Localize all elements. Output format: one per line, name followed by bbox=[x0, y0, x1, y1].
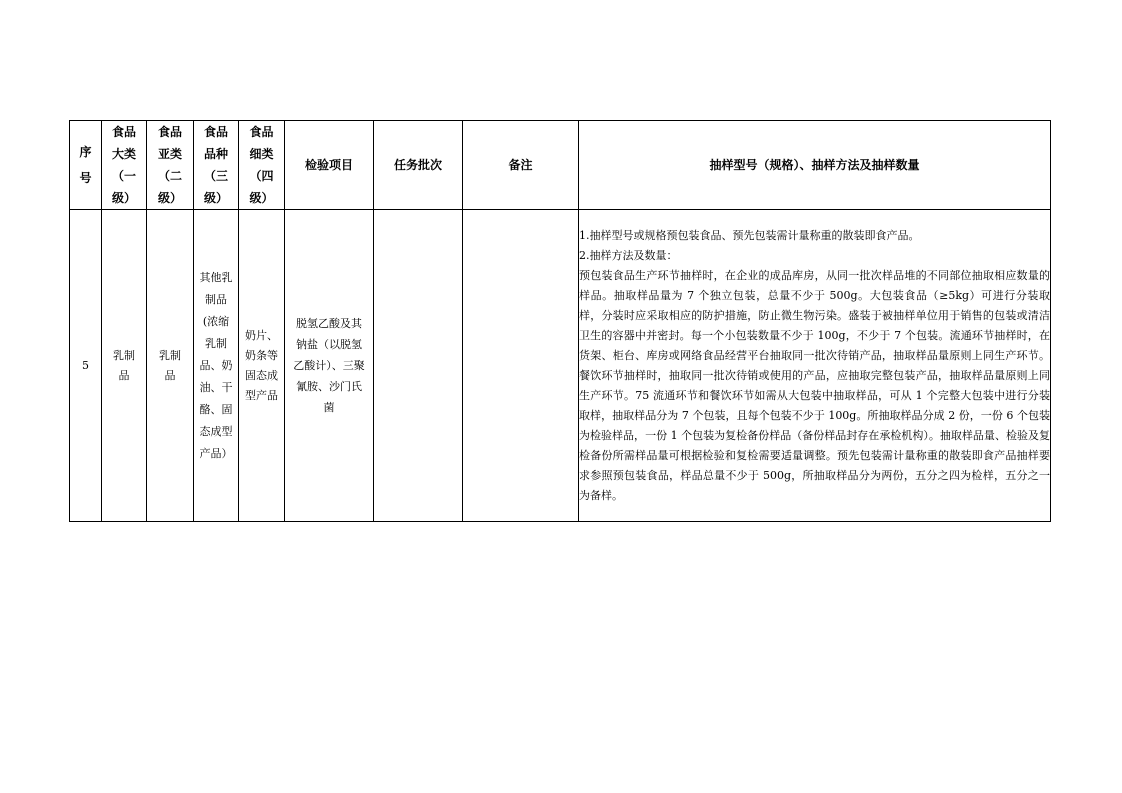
cell-test-items: 脱氢乙酸及其钠盐（以脱氢乙酸计）、三聚氰胺、沙门氏菌 bbox=[285, 210, 374, 522]
header-sub-category: 食品亚类（二级） bbox=[147, 121, 194, 210]
header-test-items: 检验项目 bbox=[285, 121, 374, 210]
header-task-batch: 任务批次 bbox=[374, 121, 463, 210]
header-variety: 食品品种（三级） bbox=[194, 121, 239, 210]
method-line-2: 2.抽样方法及数量： bbox=[579, 248, 678, 262]
cell-remark bbox=[463, 210, 579, 522]
header-sampling-method: 抽样型号（规格）、抽样方法及抽样数量 bbox=[579, 121, 1051, 210]
cell-sampling-method bbox=[579, 210, 1051, 522]
cell-variety: 其他乳制品(浓缩乳制品、奶油、干酪、固态成型产品） bbox=[194, 210, 239, 522]
cell-task-batch bbox=[374, 210, 463, 522]
cell-detail-category: 奶片、奶条等固态成型产品 bbox=[239, 210, 285, 522]
method-paragraph: 预包装食品生产环节抽样时，在企业的成品库房，从同一批次样品堆的不同部位抽取相应数量的样品。抽取样品量为 7 个独立包装，总量不少于 500g。大包装食品（≥5kg）可进行分装取样，分装时应采取相应的防护措施，防止微生物污染。盛装于被抽样单位用于销售的包装或清洁卫生的容器中并密封。每一个小包装数量不少于 100g，不少于 7 个包装。流通环节抽样时，在货架、柜台、库房或网络食品经营平台抽取同一批次待销产品，抽取样品量原则上同生产环节。餐饮环节抽样时，抽取同一批次待销或使用的产品，应抽取完整包装产品，抽取样品量原则上同生产环节。75 流通环节和餐饮环节如需从大包装中抽取样品，可从 1 个完整大包装中进行分装取样，抽取样品分为 7 个包装，且每个包装不少于 100g。所抽取样品分成 2 份，一份 6 个包装为检验样品，一份 1 个包装为复检备份样品（备份样品封存在承检机构）。抽取样品量、检验及复检备份所需样品量可根据检验和复检需要适量调整。预先包装需计量称重的散装即食产品抽样要求参照预包装食品，样品总量不少于 500g，所抽取样品分为两份，五分之四为检样，五分之一为备样。 bbox=[579, 268, 1050, 502]
cell-sub-category: 乳制品 bbox=[147, 210, 194, 522]
cell-major-category: 乳制品 bbox=[102, 210, 147, 522]
header-remark: 备注 bbox=[463, 121, 579, 210]
table-row bbox=[70, 210, 1051, 522]
sampling-table bbox=[69, 120, 1051, 522]
header-row bbox=[70, 121, 1051, 210]
cell-seq: 5 bbox=[70, 210, 102, 522]
header-detail-category: 食品细类（四级） bbox=[239, 121, 285, 210]
header-major-category: 食品大类（一级） bbox=[102, 121, 147, 210]
header-seq: 序号 bbox=[70, 121, 102, 210]
method-line-1: 1.抽样型号或规格预包装食品、预先包装需计量称重的散装即食产品。 bbox=[579, 228, 920, 242]
